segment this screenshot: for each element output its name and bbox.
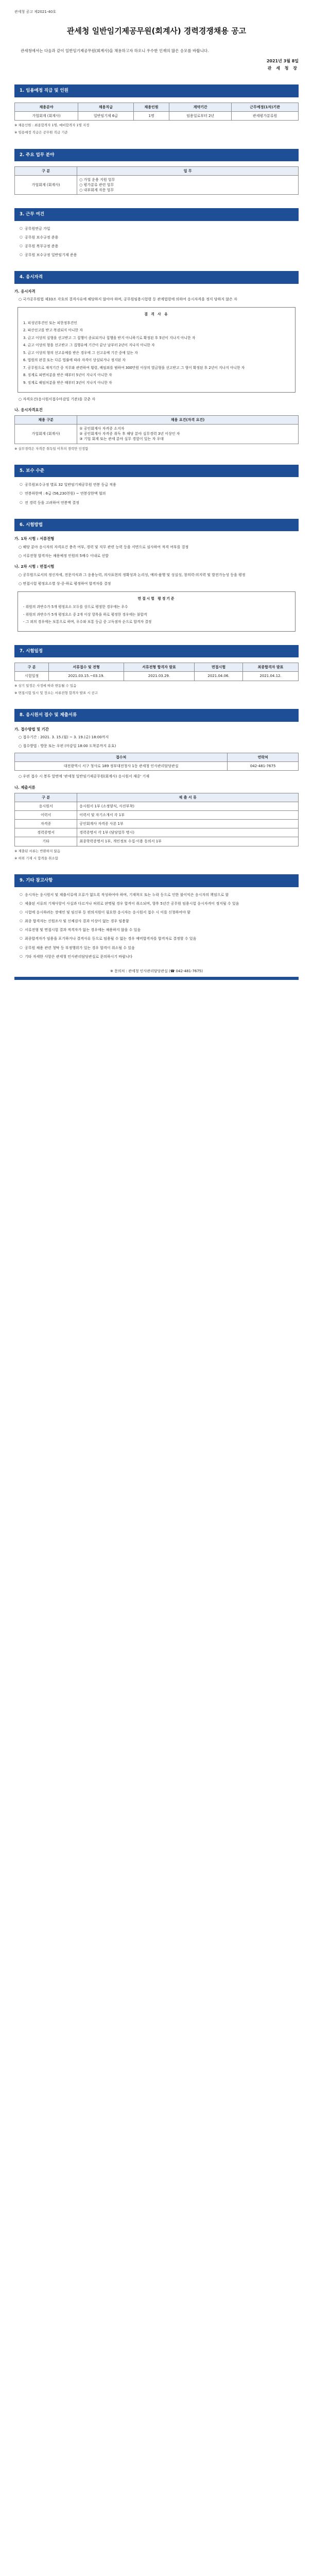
box-line: 1. 피성년후견인 또는 피한정후견인 xyxy=(23,320,77,325)
table-cell: 2021.04.06. xyxy=(195,672,243,681)
table-row xyxy=(15,672,299,681)
table-note: ※ 제출된 서류는 반환하지 않음 xyxy=(14,849,61,853)
schedule-table xyxy=(14,663,299,681)
notice-date: 2021년 3월 8일 xyxy=(266,59,299,64)
box-line: 8. 징계로 파면처분을 받은 때부터 5년이 지나지 아니한 자 xyxy=(23,373,112,378)
table-header: 서류전형 합격자 발표 xyxy=(124,663,194,672)
table-cell: 공인회계사 자격증 사본 1부 xyxy=(77,820,299,828)
section-heading-conditions: 3. 근무 여건 xyxy=(14,208,299,221)
footer-bar xyxy=(14,977,299,980)
table-row xyxy=(15,802,299,810)
table-header: 근무예정(1차)기관 xyxy=(232,103,299,111)
box-line: 3. 금고 이상의 실형을 선고받고 그 집행이 종료되거나 집행을 받지 아니하기로 확정된 후 5년이 지나지 아니한 자 xyxy=(23,335,196,340)
interview-criteria-box xyxy=(18,591,295,632)
list-item: ○ 공무원보수규정 별표 32 일반임기제공무원 연봉 등급 적용 xyxy=(20,482,299,487)
list-item: ○ 공무원 복무규정 준용 xyxy=(20,244,299,249)
table-cell: 가업회계 (회계사) xyxy=(15,176,77,195)
paragraph: ○ 접수기간 : 2021. 3. 15.(월) ~ 3. 19.(금) 18:00까지 xyxy=(19,735,109,740)
table-row xyxy=(15,425,299,444)
paragraph: ○ 면접시험 평정요소별 상·중·하로 평정하여 합격자를 결정 xyxy=(19,581,111,586)
requirement-item: ② 공인회계사 자격증 취득 후 해당 분야 실무경력 3년 이상인 자 xyxy=(79,432,180,436)
box-line: - 위원의 과반수가 5개 평정요소 모두를 상으로 평정한 경우에는 우수 xyxy=(23,605,128,609)
table-header: 제 출 서 류 xyxy=(77,793,299,802)
list-item: ○ 최종합격자가 임용을 포기하거나 결격사유 등으로 임용될 수 없는 경우 예비합격자를 합격자로 결정할 수 있음 xyxy=(20,936,299,941)
table-cell xyxy=(77,425,299,444)
table-cell: 1명 xyxy=(133,111,169,120)
table-note: ※ 허위 기재 시 합격을 취소함 xyxy=(14,856,58,860)
table-cell: 가업회계 (회계사) xyxy=(15,111,78,120)
table-cell: 2021.03.15.~03.19. xyxy=(49,672,124,681)
table-note: ※ 면접시험 일시 및 장소는 서류전형 합격자 발표 시 공고 xyxy=(14,690,98,695)
box-line: 9. 징계로 해임처분을 받은 때부터 3년이 지나지 아니한 자 xyxy=(23,381,112,385)
paragraph: ○ 국가공무원법 제33조 각호의 결격사유에 해당하지 않아야 하며, 공무원임용시험령 등 관계법령에 의하여 응시자격을 정지 당하지 않은 자 xyxy=(19,297,237,302)
subsection-title: 가. 접수방법 및 기간 xyxy=(14,726,49,732)
box-line: 7. 공무원으로 재직기간 중 직무와 관련하여 횡령, 배임죄를 범하여 300만원 이상의 벌금형을 선고받고 그 형이 확정된 후 2년이 지나지 아니한 자 xyxy=(23,365,245,370)
table-cell: 이력서 xyxy=(15,811,77,820)
subsection-title: 가. 응시자격 xyxy=(14,289,36,294)
list-item: ○ 공무원 보수규정 준용 xyxy=(20,235,299,240)
requirement-item: ① 공인회계사 자격증 소지자 xyxy=(79,427,125,431)
table-cell: 관세평가분류원 xyxy=(232,111,299,120)
duty-item: ○ 가업 운용 지원 업무 xyxy=(79,178,115,182)
table-cell: 대전광역시 서구 청사로 189 정부대전청사 1동 관세청 인사관리담당관실 xyxy=(15,762,228,771)
box-line: 5. 금고 이상의 형의 선고유예를 받은 경우에 그 선고유예 기간 중에 있는 자 xyxy=(23,350,138,355)
table-cell: 임용일로부터 2년 xyxy=(169,111,232,120)
requirements-table xyxy=(14,415,299,444)
section-heading-application: 8. 응시원서 접수 및 제출서류 xyxy=(14,709,299,721)
positions-table xyxy=(14,103,299,121)
table-cell: 일반임기제 6급 xyxy=(78,111,133,120)
table-header: 접수처 xyxy=(15,753,228,762)
list-item: ○ 시험에 응시하려는 장애인 및 임신부 등 편의지원이 필요한 응시자는 응시원서 접수 시 이를 신청하여야 함 xyxy=(20,910,299,915)
table-cell: 2021.04.12. xyxy=(243,672,299,681)
table-cell: 경력증명서 각 1부 (담당업무 명시) xyxy=(77,828,299,837)
section-heading-positions: 1. 임용예정 직급 및 인원 xyxy=(14,84,299,97)
table-cell: 2021.03.29. xyxy=(124,672,194,681)
table-cell: 이력서 및 자기소개서 각 1부 xyxy=(77,811,299,820)
paragraph: ○ 공무원으로서의 정신자세, 전문지식과 그 응용능력, 의사표현의 정확성과 논리성, 예의·품행 및 성실성, 창의력·의지력 및 발전가능성 등을 평정 xyxy=(19,572,246,577)
table-cell: 응시원서 1부 (소정양식, 사진부착) xyxy=(77,802,299,810)
table-cell: 자격증 xyxy=(15,820,77,828)
conditions-list xyxy=(14,226,299,258)
table-row xyxy=(15,828,299,837)
table-note: ※ 실무경력은 자격증 취득일 이후의 경력만 인정함 xyxy=(14,446,89,451)
section-heading-exam-method: 6. 시험방법 xyxy=(14,519,299,531)
submission-office-table xyxy=(14,753,299,771)
paragraph: ○ 해당 분야 응시자의 자격요건 충족 여부, 경력 및 직무 관련 능력 등을 서면으로 심사하여 적격 여부를 결정 xyxy=(19,545,189,549)
intro-text: 관세청에서는 다음과 같이 일반임기제공무원(회계사)을 채용하고자 하오니 우수한 인재의 많은 응모를 바랍니다. xyxy=(21,48,209,53)
list-item: ○ 제출된 서류의 기재사항이 사실과 다르거나 허위로 판명될 경우 합격이 취소되며, 향후 5년간 공무원 임용시험 응시자격이 정지될 수 있음 xyxy=(20,901,299,906)
notice-number: 관세청 공고 제2021-40호 xyxy=(14,10,57,14)
section-heading-schedule: 7. 시험일정 xyxy=(14,645,299,657)
box-line: 6. 법원의 판결 또는 다른 법률에 따라 자격이 상실되거나 정지된 자 xyxy=(23,358,126,363)
table-header: 서류접수 및 전형 xyxy=(49,663,124,672)
subsection-title: 나. 2차 시험 : 면접시험 xyxy=(14,564,55,569)
box-line: 2. 파산선고를 받고 복권되지 아니한 자 xyxy=(23,328,83,333)
notice-document xyxy=(0,0,313,995)
subsection-title: 나. 응시자격요건 xyxy=(14,408,43,413)
list-item: ○ 공무원연금 가입 xyxy=(20,226,299,231)
table-row xyxy=(15,762,299,771)
contact-info: ※ 문의처 : 관세청 인사관리담당관실 (☎ 042-481-7675) xyxy=(110,969,203,973)
table-cell: 가업회계 (회계사) xyxy=(15,425,77,444)
section-heading-other: 9. 기타 참고사항 xyxy=(14,874,299,887)
list-item: ○ 서류전형 및 면접시험 결과 적격자가 없는 경우에는 채용하지 않을 수 있음 xyxy=(20,927,299,933)
list-item: ○ 응시자는 응시원서 및 제출서류에 오류가 없도록 작성하여야 하며, 기재착오 또는 누락 등으로 인한 불이익은 응시자의 책임으로 함 xyxy=(20,892,299,897)
section-heading-salary: 5. 보수 수준 xyxy=(14,465,299,477)
box-title: 면접시험 평정기준 xyxy=(137,596,176,601)
subsection-title: 나. 제출서류 xyxy=(14,785,36,790)
table-header: 계약기간 xyxy=(169,103,232,111)
table-cell: 042-481-7675 xyxy=(228,762,299,771)
other-notes-list xyxy=(14,892,299,959)
table-header: 채용인원 xyxy=(133,103,169,111)
table-cell: 시험일정 xyxy=(15,672,49,681)
box-title: 결 격 사 유 xyxy=(144,312,169,317)
duty-item: ○ 평가분류 관련 업무 xyxy=(79,183,114,188)
table-cell: 최종학력증명서 1부, 개인정보 수집·이용 동의서 1부 xyxy=(77,837,299,846)
section-heading-duties: 2. 주요 업무 분야 xyxy=(14,149,299,161)
paragraph: ○ 접수방법 : 방문 또는 우편 (마감일 18:00 도착분까지 유효) xyxy=(19,744,116,749)
table-row xyxy=(15,111,299,120)
table-note: ※ 임용예정 직급은 공무원 직급 기준 xyxy=(14,130,68,135)
duties-table xyxy=(14,166,299,195)
requirement-item: ③ 기업 회계 또는 관세 분야 실무 경험이 있는 자 우대 xyxy=(79,437,164,442)
salary-list xyxy=(14,482,299,505)
table-header: 연락처 xyxy=(228,753,299,762)
table-header: 구 분 xyxy=(15,166,77,175)
table-note: ※ 채용인원 : 최종합격자 1명, 예비합격자 1명 지정 xyxy=(14,123,90,127)
list-item: ○ 전 경력 등을 고려하여 연봉액 결정 xyxy=(20,500,299,505)
table-note: ※ 상기 일정은 사정에 따라 변동될 수 있음 xyxy=(14,683,77,688)
list-item: ○ 최종 합격자는 신원조사 및 신체검사 결과 이상이 없는 경우 임용함 xyxy=(20,919,299,924)
disqualification-box xyxy=(18,307,295,392)
paragraph: ○ 자격요건(응시원서접수마감일 기준)을 갖춘 자 xyxy=(19,397,95,401)
list-item: ○ 연봉하한액 : 6급 (56,230천원) ~ 연봉상한액 협의 xyxy=(20,491,299,496)
box-line: 4. 금고 이상의 형을 선고받고 그 집행유예 기간이 끝난 날부터 2년이 지나지 아니한 자 xyxy=(23,343,155,348)
documents-table xyxy=(14,793,299,846)
table-header: 최종합격자 발표 xyxy=(243,663,299,672)
box-line: - 그 외의 경우에는 보통으로 하며, 우수와 보통 등급 중 고득점자 순으로 합격자 결정 xyxy=(23,620,152,624)
table-cell: 기타 xyxy=(15,837,77,846)
table-header: 채용 구분 xyxy=(15,416,77,425)
duty-item: ○ 내부회계 자문 업무 xyxy=(79,188,114,193)
table-header: 채용 요건(자격 요건) xyxy=(77,416,299,425)
table-header: 구 분 xyxy=(15,793,77,802)
table-cell xyxy=(77,176,299,195)
table-header: 면접시험 xyxy=(195,663,243,672)
table-header: 채용직급 xyxy=(78,103,133,111)
table-header: 업 무 xyxy=(77,166,299,175)
list-item: ○ 기타 자세한 사항은 관세청 인사관리담당관실로 문의하시기 바랍니다 xyxy=(20,954,299,959)
list-item: ○ 공무원 보수규정 일반임기제 준용 xyxy=(20,252,299,258)
table-row xyxy=(15,837,299,846)
page-title: 관세청 일반임기제공무원(회계사) 경력경쟁채용 공고 xyxy=(66,26,247,36)
table-row xyxy=(15,811,299,820)
list-item: ○ 공무원 채용 관련 청탁 등 부정행위가 있는 경우 합격이 취소될 수 있음 xyxy=(20,945,299,951)
table-row xyxy=(15,820,299,828)
table-row xyxy=(15,176,299,195)
table-cell: 응시원서 xyxy=(15,802,77,810)
issuing-org: 관 세 청 장 xyxy=(267,65,299,71)
table-header: 채용분야 xyxy=(15,103,78,111)
paragraph: ○ 서류전형 합격자는 채용예정 인원의 5배수 이내로 선발 xyxy=(19,553,109,558)
table-header: 구 분 xyxy=(15,663,49,672)
box-line: - 위원의 과반수가 5개 평정요소 중 2개 이상 항목을 하로 평정한 경우에는 불합격 xyxy=(23,612,147,617)
table-cell: 경력증명서 xyxy=(15,828,77,837)
paragraph: ○ 우편 접수 시 봉투 앞면에 '관세청 일반임기제공무원(회계사) 응시원서 재중' 기재 xyxy=(19,774,150,779)
subsection-title: 가. 1차 시험 : 서류전형 xyxy=(14,536,55,541)
section-heading-eligibility: 4. 응시자격 xyxy=(14,271,299,283)
